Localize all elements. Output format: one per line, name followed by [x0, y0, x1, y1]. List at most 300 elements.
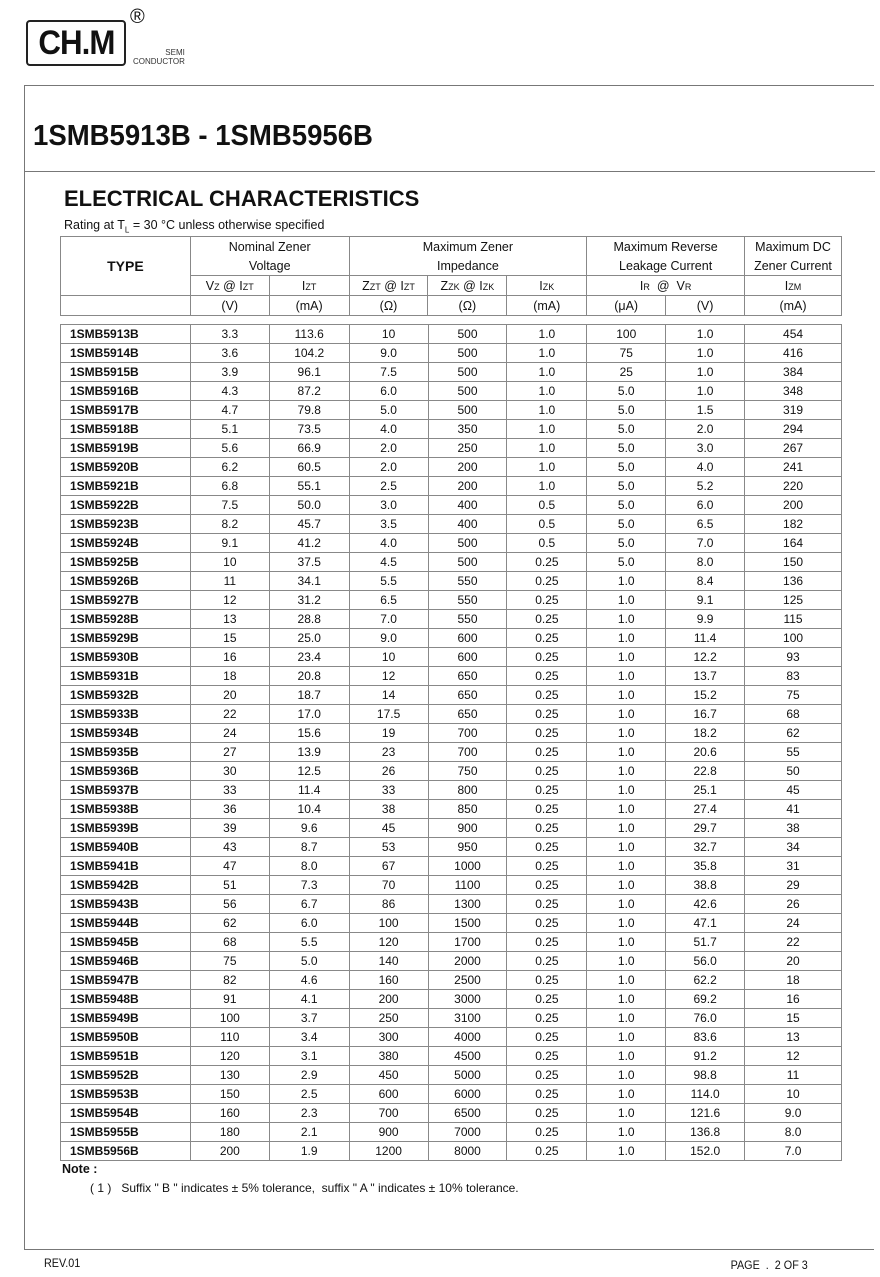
cell-izt: 66.9 [269, 439, 349, 458]
table-row [61, 1047, 842, 1066]
cell-zzt: 3.5 [349, 515, 428, 534]
cell-izm: 267 [745, 439, 842, 458]
cell-zzt: 10 [349, 648, 428, 667]
cell-vz: 110 [190, 1028, 269, 1047]
cell-vr: 62.2 [666, 971, 745, 990]
table-row [61, 1104, 842, 1123]
table-row [61, 325, 842, 344]
cell-izm: 241 [745, 458, 842, 477]
cell-zzt: 23 [349, 743, 428, 762]
cell-izk: 0.25 [507, 914, 587, 933]
cell-vz: 68 [190, 933, 269, 952]
cell-izt: 55.1 [269, 477, 349, 496]
cell-izm: 13 [745, 1028, 842, 1047]
cell-vr: 38.8 [666, 876, 745, 895]
cell-vr: 13.7 [666, 667, 745, 686]
cell-zzk: 750 [428, 762, 507, 781]
table-row [61, 363, 842, 382]
conductor-label: CONDUCTOR [133, 57, 185, 66]
cell-ir: 1.0 [587, 686, 666, 705]
cell-ir: 1.0 [587, 762, 666, 781]
cell-izm: 115 [745, 610, 842, 629]
cell-vr: 16.7 [666, 705, 745, 724]
cell-ir: 1.0 [587, 743, 666, 762]
cell-vz: 18 [190, 667, 269, 686]
cell-vz: 4.7 [190, 401, 269, 420]
cell-ir: 1.0 [587, 591, 666, 610]
cell-izm: 416 [745, 344, 842, 363]
cell-izk: 0.25 [507, 743, 587, 762]
cell-vr: 35.8 [666, 857, 745, 876]
cell-izm: 7.0 [745, 1142, 842, 1161]
cell-vr: 6.5 [666, 515, 745, 534]
cell-ir: 75 [587, 344, 666, 363]
cell-vz: 3.3 [190, 325, 269, 344]
table-row [61, 458, 842, 477]
cell-vr: 22.8 [666, 762, 745, 781]
cell-type: 1SMB5949B [61, 1009, 191, 1028]
table-row [61, 553, 842, 572]
cell-ir: 25 [587, 363, 666, 382]
cell-type: 1SMB5923B [61, 515, 191, 534]
logo-text: CH.M [37, 23, 115, 62]
cell-vz: 11 [190, 572, 269, 591]
cell-vr: 1.0 [666, 382, 745, 401]
cell-zzk: 550 [428, 610, 507, 629]
cell-vz: 8.2 [190, 515, 269, 534]
cell-vz: 100 [190, 1009, 269, 1028]
cell-izm: 15 [745, 1009, 842, 1028]
cell-vr: 15.2 [666, 686, 745, 705]
cell-ir: 1.0 [587, 1142, 666, 1161]
header-nominal-line2: Voltage [190, 256, 349, 276]
cell-ir: 1.0 [587, 1047, 666, 1066]
header-izt: IZT [269, 276, 349, 296]
cell-zzk: 950 [428, 838, 507, 857]
cell-vz: 47 [190, 857, 269, 876]
cell-ir: 1.0 [587, 572, 666, 591]
cell-ir: 5.0 [587, 458, 666, 477]
table-row [61, 1028, 842, 1047]
cell-izt: 3.7 [269, 1009, 349, 1028]
cell-type: 1SMB5928B [61, 610, 191, 629]
cell-vr: 47.1 [666, 914, 745, 933]
cell-vr: 27.4 [666, 800, 745, 819]
cell-zzt: 120 [349, 933, 428, 952]
cell-zzt: 9.0 [349, 344, 428, 363]
cell-zzk: 2000 [428, 952, 507, 971]
cell-izm: 8.0 [745, 1123, 842, 1142]
cell-izm: 182 [745, 515, 842, 534]
cell-vz: 43 [190, 838, 269, 857]
table-row [61, 629, 842, 648]
cell-zzk: 650 [428, 686, 507, 705]
table-row [61, 990, 842, 1009]
cell-vr: 56.0 [666, 952, 745, 971]
cell-zzk: 6000 [428, 1085, 507, 1104]
cell-zzt: 17.5 [349, 705, 428, 724]
cell-vr: 2.0 [666, 420, 745, 439]
cell-zzt: 19 [349, 724, 428, 743]
table-row [61, 382, 842, 401]
cell-zzk: 1700 [428, 933, 507, 952]
header-impedance-line1: Maximum Zener [349, 237, 587, 257]
cell-type: 1SMB5946B [61, 952, 191, 971]
cell-izt: 28.8 [269, 610, 349, 629]
cell-type: 1SMB5956B [61, 1142, 191, 1161]
cell-izm: 31 [745, 857, 842, 876]
cell-izk: 1.0 [507, 325, 587, 344]
table-row [61, 1085, 842, 1104]
cell-vz: 150 [190, 1085, 269, 1104]
header-ir-vr: IR @ VR [587, 276, 745, 296]
cell-type: 1SMB5930B [61, 648, 191, 667]
cell-izk: 0.25 [507, 572, 587, 591]
unit-cell: (Ω) [428, 296, 507, 316]
table-row [61, 838, 842, 857]
cell-zzk: 400 [428, 496, 507, 515]
rating-subscript: L [124, 225, 130, 235]
cell-type: 1SMB5927B [61, 591, 191, 610]
table-row [61, 743, 842, 762]
cell-izt: 11.4 [269, 781, 349, 800]
cell-vz: 22 [190, 705, 269, 724]
cell-izk: 0.5 [507, 515, 587, 534]
cell-izk: 0.25 [507, 629, 587, 648]
cell-type: 1SMB5936B [61, 762, 191, 781]
cell-type: 1SMB5920B [61, 458, 191, 477]
cell-type: 1SMB5938B [61, 800, 191, 819]
cell-izt: 25.0 [269, 629, 349, 648]
cell-zzt: 100 [349, 914, 428, 933]
cell-izt: 10.4 [269, 800, 349, 819]
cell-izk: 1.0 [507, 420, 587, 439]
cell-zzk: 3100 [428, 1009, 507, 1028]
cell-vr: 25.1 [666, 781, 745, 800]
cell-izm: 220 [745, 477, 842, 496]
cell-type: 1SMB5917B [61, 401, 191, 420]
cell-ir: 1.0 [587, 800, 666, 819]
cell-vr: 18.2 [666, 724, 745, 743]
cell-ir: 5.0 [587, 534, 666, 553]
cell-zzk: 200 [428, 458, 507, 477]
cell-vz: 13 [190, 610, 269, 629]
table-row [61, 401, 842, 420]
cell-type: 1SMB5948B [61, 990, 191, 1009]
cell-izk: 0.25 [507, 933, 587, 952]
cell-zzt: 2.0 [349, 458, 428, 477]
cell-zzk: 700 [428, 743, 507, 762]
cell-zzk: 700 [428, 724, 507, 743]
cell-izk: 0.25 [507, 857, 587, 876]
cell-vz: 160 [190, 1104, 269, 1123]
rating-condition [64, 218, 324, 235]
cell-izt: 6.0 [269, 914, 349, 933]
cell-zzk: 500 [428, 325, 507, 344]
cell-izt: 73.5 [269, 420, 349, 439]
company-logo [26, 20, 126, 66]
cell-vr: 7.0 [666, 534, 745, 553]
table-row [61, 724, 842, 743]
cell-type: 1SMB5914B [61, 344, 191, 363]
cell-izt: 79.8 [269, 401, 349, 420]
semi-label: SEMI [165, 48, 185, 57]
cell-zzk: 2500 [428, 971, 507, 990]
cell-type: 1SMB5913B [61, 325, 191, 344]
cell-vr: 76.0 [666, 1009, 745, 1028]
cell-vz: 4.3 [190, 382, 269, 401]
cell-vz: 30 [190, 762, 269, 781]
cell-zzt: 380 [349, 1047, 428, 1066]
cell-izm: 16 [745, 990, 842, 1009]
cell-vz: 10 [190, 553, 269, 572]
cell-zzt: 53 [349, 838, 428, 857]
cell-izm: 294 [745, 420, 842, 439]
cell-type: 1SMB5955B [61, 1123, 191, 1142]
cell-type: 1SMB5943B [61, 895, 191, 914]
cell-vz: 130 [190, 1066, 269, 1085]
table-row [61, 781, 842, 800]
cell-izm: 18 [745, 971, 842, 990]
cell-izk: 0.5 [507, 534, 587, 553]
table-row [61, 800, 842, 819]
cell-vr: 1.0 [666, 344, 745, 363]
cell-zzk: 500 [428, 382, 507, 401]
cell-izt: 23.4 [269, 648, 349, 667]
cell-izt: 113.6 [269, 325, 349, 344]
cell-izm: 10 [745, 1085, 842, 1104]
cell-zzt: 14 [349, 686, 428, 705]
cell-izm: 68 [745, 705, 842, 724]
cell-ir: 1.0 [587, 648, 666, 667]
cell-ir: 1.0 [587, 895, 666, 914]
cell-zzk: 4500 [428, 1047, 507, 1066]
cell-ir: 1.0 [587, 781, 666, 800]
table-row [61, 648, 842, 667]
characteristics-table-header [60, 236, 842, 316]
cell-zzk: 500 [428, 363, 507, 382]
cell-zzt: 900 [349, 1123, 428, 1142]
cell-vz: 200 [190, 1142, 269, 1161]
cell-izk: 0.25 [507, 971, 587, 990]
cell-izk: 1.0 [507, 477, 587, 496]
cell-zzk: 500 [428, 553, 507, 572]
cell-zzt: 200 [349, 990, 428, 1009]
cell-zzt: 33 [349, 781, 428, 800]
cell-zzt: 45 [349, 819, 428, 838]
cell-vr: 12.2 [666, 648, 745, 667]
cell-izk: 0.25 [507, 895, 587, 914]
table-row [61, 933, 842, 952]
cell-vz: 6.2 [190, 458, 269, 477]
cell-zzk: 1000 [428, 857, 507, 876]
cell-vr: 1.0 [666, 363, 745, 382]
cell-vr: 42.6 [666, 895, 745, 914]
cell-izm: 34 [745, 838, 842, 857]
cell-type: 1SMB5934B [61, 724, 191, 743]
cell-zzt: 450 [349, 1066, 428, 1085]
cell-vr: 1.5 [666, 401, 745, 420]
cell-zzt: 160 [349, 971, 428, 990]
cell-izt: 8.7 [269, 838, 349, 857]
table-row [61, 1009, 842, 1028]
cell-vr: 4.0 [666, 458, 745, 477]
table-row [61, 572, 842, 591]
cell-izt: 12.5 [269, 762, 349, 781]
cell-izm: 136 [745, 572, 842, 591]
cell-izk: 0.25 [507, 1009, 587, 1028]
revision-label: REV.01 [44, 1256, 81, 1270]
table-row [61, 1123, 842, 1142]
header-units-type [61, 296, 191, 316]
cell-izt: 2.1 [269, 1123, 349, 1142]
cell-type: 1SMB5929B [61, 629, 191, 648]
cell-vz: 16 [190, 648, 269, 667]
cell-vr: 6.0 [666, 496, 745, 515]
cell-izt: 104.2 [269, 344, 349, 363]
cell-ir: 1.0 [587, 724, 666, 743]
cell-zzk: 8000 [428, 1142, 507, 1161]
table-row [61, 876, 842, 895]
cell-vz: 75 [190, 952, 269, 971]
cell-zzk: 850 [428, 800, 507, 819]
cell-izm: 454 [745, 325, 842, 344]
cell-izt: 7.3 [269, 876, 349, 895]
cell-izt: 45.7 [269, 515, 349, 534]
cell-vr: 8.4 [666, 572, 745, 591]
table-row [61, 914, 842, 933]
table-row [61, 1142, 842, 1161]
cell-vz: 62 [190, 914, 269, 933]
cell-izm: 29 [745, 876, 842, 895]
table-row [61, 477, 842, 496]
cell-izm: 55 [745, 743, 842, 762]
cell-vr: 8.0 [666, 553, 745, 572]
table-row [61, 420, 842, 439]
cell-izt: 4.6 [269, 971, 349, 990]
cell-type: 1SMB5952B [61, 1066, 191, 1085]
cell-zzt: 6.0 [349, 382, 428, 401]
cell-vr: 1.0 [666, 325, 745, 344]
unit-cell: (mA) [507, 296, 587, 316]
cell-type: 1SMB5922B [61, 496, 191, 515]
cell-izt: 41.2 [269, 534, 349, 553]
cell-vr: 83.6 [666, 1028, 745, 1047]
cell-izt: 34.1 [269, 572, 349, 591]
cell-vz: 56 [190, 895, 269, 914]
cell-izt: 6.7 [269, 895, 349, 914]
cell-zzt: 9.0 [349, 629, 428, 648]
page-number: PAGE . 2 OF 3 [730, 1258, 808, 1272]
cell-izm: 22 [745, 933, 842, 952]
unit-cell: (mA) [269, 296, 349, 316]
cell-izm: 319 [745, 401, 842, 420]
cell-type: 1SMB5947B [61, 971, 191, 990]
cell-ir: 5.0 [587, 401, 666, 420]
cell-zzt: 12 [349, 667, 428, 686]
cell-vr: 3.0 [666, 439, 745, 458]
cell-izk: 0.25 [507, 667, 587, 686]
cell-zzt: 7.5 [349, 363, 428, 382]
table-row [61, 515, 842, 534]
cell-izk: 0.25 [507, 1104, 587, 1123]
cell-izm: 50 [745, 762, 842, 781]
unit-cell: (Ω) [349, 296, 428, 316]
cell-zzk: 500 [428, 344, 507, 363]
cell-zzk: 550 [428, 591, 507, 610]
cell-vr: 29.7 [666, 819, 745, 838]
cell-zzk: 900 [428, 819, 507, 838]
cell-vz: 15 [190, 629, 269, 648]
cell-ir: 1.0 [587, 705, 666, 724]
cell-zzk: 500 [428, 534, 507, 553]
cell-izt: 13.9 [269, 743, 349, 762]
cell-vz: 5.6 [190, 439, 269, 458]
cell-izm: 41 [745, 800, 842, 819]
cell-izm: 200 [745, 496, 842, 515]
cell-izk: 0.25 [507, 1047, 587, 1066]
cell-vz: 3.6 [190, 344, 269, 363]
table-row [61, 705, 842, 724]
rating-suffix: = 30 °C unless otherwise specified [129, 218, 325, 232]
cell-zzt: 4.0 [349, 420, 428, 439]
cell-ir: 5.0 [587, 477, 666, 496]
cell-ir: 1.0 [587, 1066, 666, 1085]
cell-izm: 26 [745, 895, 842, 914]
table-row [61, 819, 842, 838]
cell-zzk: 800 [428, 781, 507, 800]
cell-vz: 91 [190, 990, 269, 1009]
cell-izk: 0.25 [507, 648, 587, 667]
cell-ir: 1.0 [587, 610, 666, 629]
cell-zzk: 350 [428, 420, 507, 439]
cell-izt: 20.8 [269, 667, 349, 686]
cell-vz: 5.1 [190, 420, 269, 439]
table-row [61, 952, 842, 971]
table-row [61, 895, 842, 914]
cell-type: 1SMB5944B [61, 914, 191, 933]
cell-type: 1SMB5950B [61, 1028, 191, 1047]
title-divider [25, 171, 875, 172]
cell-izm: 100 [745, 629, 842, 648]
cell-type: 1SMB5935B [61, 743, 191, 762]
cell-izk: 0.25 [507, 800, 587, 819]
cell-izm: 24 [745, 914, 842, 933]
cell-izm: 83 [745, 667, 842, 686]
cell-vr: 98.8 [666, 1066, 745, 1085]
cell-zzt: 250 [349, 1009, 428, 1028]
cell-type: 1SMB5918B [61, 420, 191, 439]
cell-izk: 0.25 [507, 724, 587, 743]
cell-zzt: 140 [349, 952, 428, 971]
cell-zzk: 1100 [428, 876, 507, 895]
cell-izk: 0.25 [507, 610, 587, 629]
cell-ir: 1.0 [587, 933, 666, 952]
note-text: ( 1 ) Suffix " B " indicates ± 5% tolerance, suffix " A " indicates ± 10% tolerance. [90, 1181, 519, 1195]
cell-vz: 24 [190, 724, 269, 743]
cell-zzk: 4000 [428, 1028, 507, 1047]
cell-vz: 20 [190, 686, 269, 705]
cell-izk: 1.0 [507, 382, 587, 401]
cell-vr: 9.1 [666, 591, 745, 610]
cell-vr: 121.6 [666, 1104, 745, 1123]
cell-vz: 82 [190, 971, 269, 990]
header-vz: VZ @ IZT [190, 276, 269, 296]
cell-izk: 1.0 [507, 363, 587, 382]
table-row [61, 610, 842, 629]
cell-izk: 0.25 [507, 553, 587, 572]
cell-izt: 60.5 [269, 458, 349, 477]
